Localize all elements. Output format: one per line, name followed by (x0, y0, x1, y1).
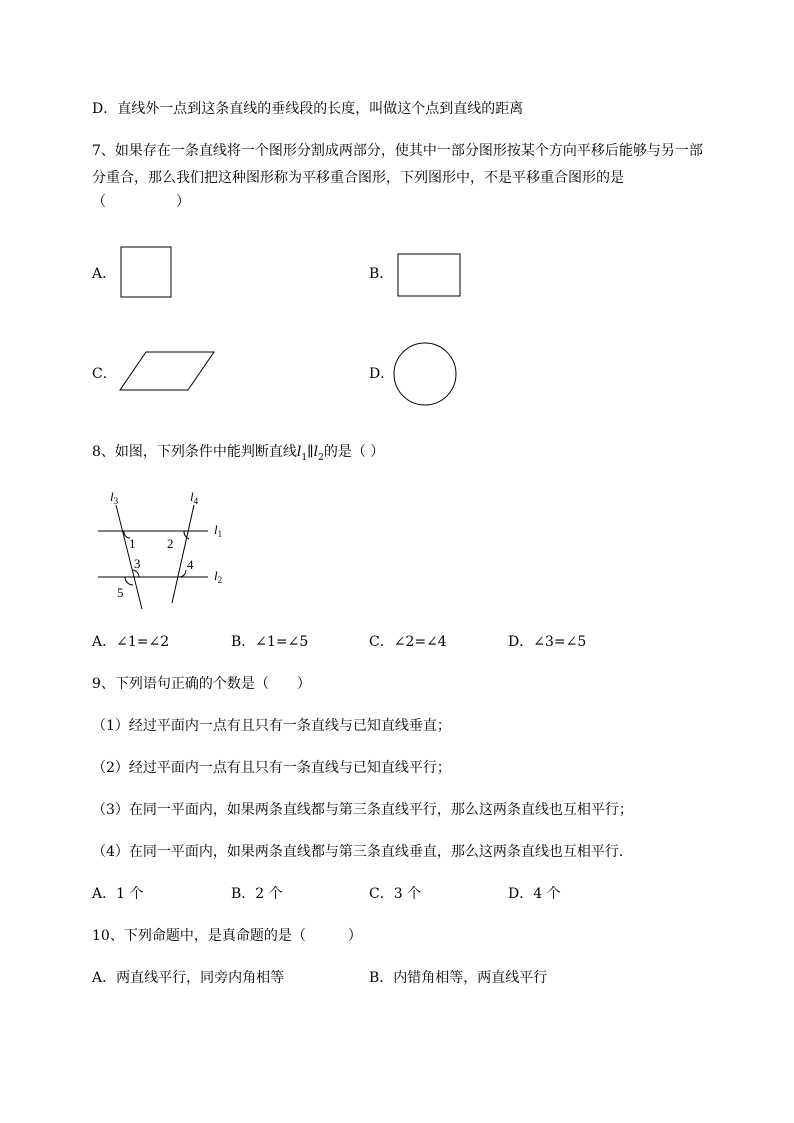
angle-label-4: 4 (187, 557, 194, 572)
q7-answer-paren: （ ） (92, 194, 190, 210)
angle-arc-5 (125, 577, 133, 585)
q10-stem: 10、下列命题中，是真命题的是（ ） (92, 928, 362, 944)
q7-option-d-label: D． (369, 366, 395, 382)
q7-stem-line2: 分重合，那么我们把这种图形称为平移重合图形，下列图形中，不是平移重合图形的是 (92, 170, 624, 186)
rectangle-icon (395, 251, 465, 299)
q9-option-c: C．3 个 (369, 886, 422, 902)
q8-l1: l (296, 444, 302, 460)
label-l2: $l_2$ (214, 568, 223, 585)
q8-parallel-symbol: ∥ (307, 444, 314, 460)
label-l1: $l_1$ (214, 522, 223, 539)
q8-option-b: B．∠1=∠5 (231, 634, 309, 650)
q7-option-c-label: C． (92, 366, 117, 382)
q10-option-a: A．两直线平行，同旁内角相等 (92, 970, 285, 986)
q9-statement-4: （4）在同一平面内，如果两条直线都与第三条直线垂直，那么这两条直线也互相平行． (92, 844, 633, 860)
q8-l2: l (313, 444, 319, 460)
q10-option-b: B．内错角相等，两直线平行 (369, 970, 548, 986)
square-icon (118, 244, 174, 300)
label-l3: $l_3$ (110, 489, 119, 506)
q8-stem-pre: 8、如图，下列条件中能判断直线 (92, 444, 297, 460)
q8-option-a: A．∠1=∠2 (92, 634, 170, 650)
q8-figure (92, 488, 242, 616)
q7-option-a-label: A． (92, 266, 117, 282)
q9-option-d: D．4 个 (508, 886, 561, 902)
line-l4 (172, 505, 194, 603)
q9-option-b: B．2 个 (231, 886, 283, 902)
q9-statement-3: （3）在同一平面内，如果两条直线都与第三条直线平行，那么这两条直线也互相平行； (92, 802, 633, 818)
q8-l2-sub: 2 (318, 452, 324, 463)
q9-option-a: A．1 个 (92, 886, 144, 902)
angle-arc-4 (180, 570, 186, 577)
q7-option-b-label: B． (369, 266, 394, 282)
q6-option-d: D．直线外一点到这条直线的垂线段的长度，叫做这个点到直线的距离 (92, 101, 524, 117)
q9-statement-1: （1）经过平面内一点有且只有一条直线与已知直线垂直； (92, 718, 451, 734)
q8-option-c: C．∠2=∠4 (369, 634, 447, 650)
q9-statement-2: （2）经过平面内一点有且只有一条直线与已知直线平行； (92, 760, 451, 776)
q8-l1-sub: 1 (301, 452, 308, 463)
q8-stem-post: 的是（ ） (323, 444, 385, 460)
angle-label-1: 1 (129, 536, 136, 551)
q7-stem-line1: 7、如果存在一条直线将一个图形分割成两部分，使其中一部分图形按某个方向平移后能够与另一部 (92, 143, 703, 159)
label-l4: $l_4$ (190, 489, 199, 506)
q8-option-d: D．∠3=∠5 (508, 634, 587, 650)
angle-label-5: 5 (117, 585, 124, 600)
q8-stem (92, 443, 384, 467)
circle-icon (390, 340, 460, 408)
q9-stem: 9、下列语句正确的个数是（ ） (92, 676, 311, 692)
angle-label-2: 2 (167, 536, 174, 551)
parallelogram-icon (116, 348, 218, 394)
angle-label-3: 3 (134, 556, 141, 571)
